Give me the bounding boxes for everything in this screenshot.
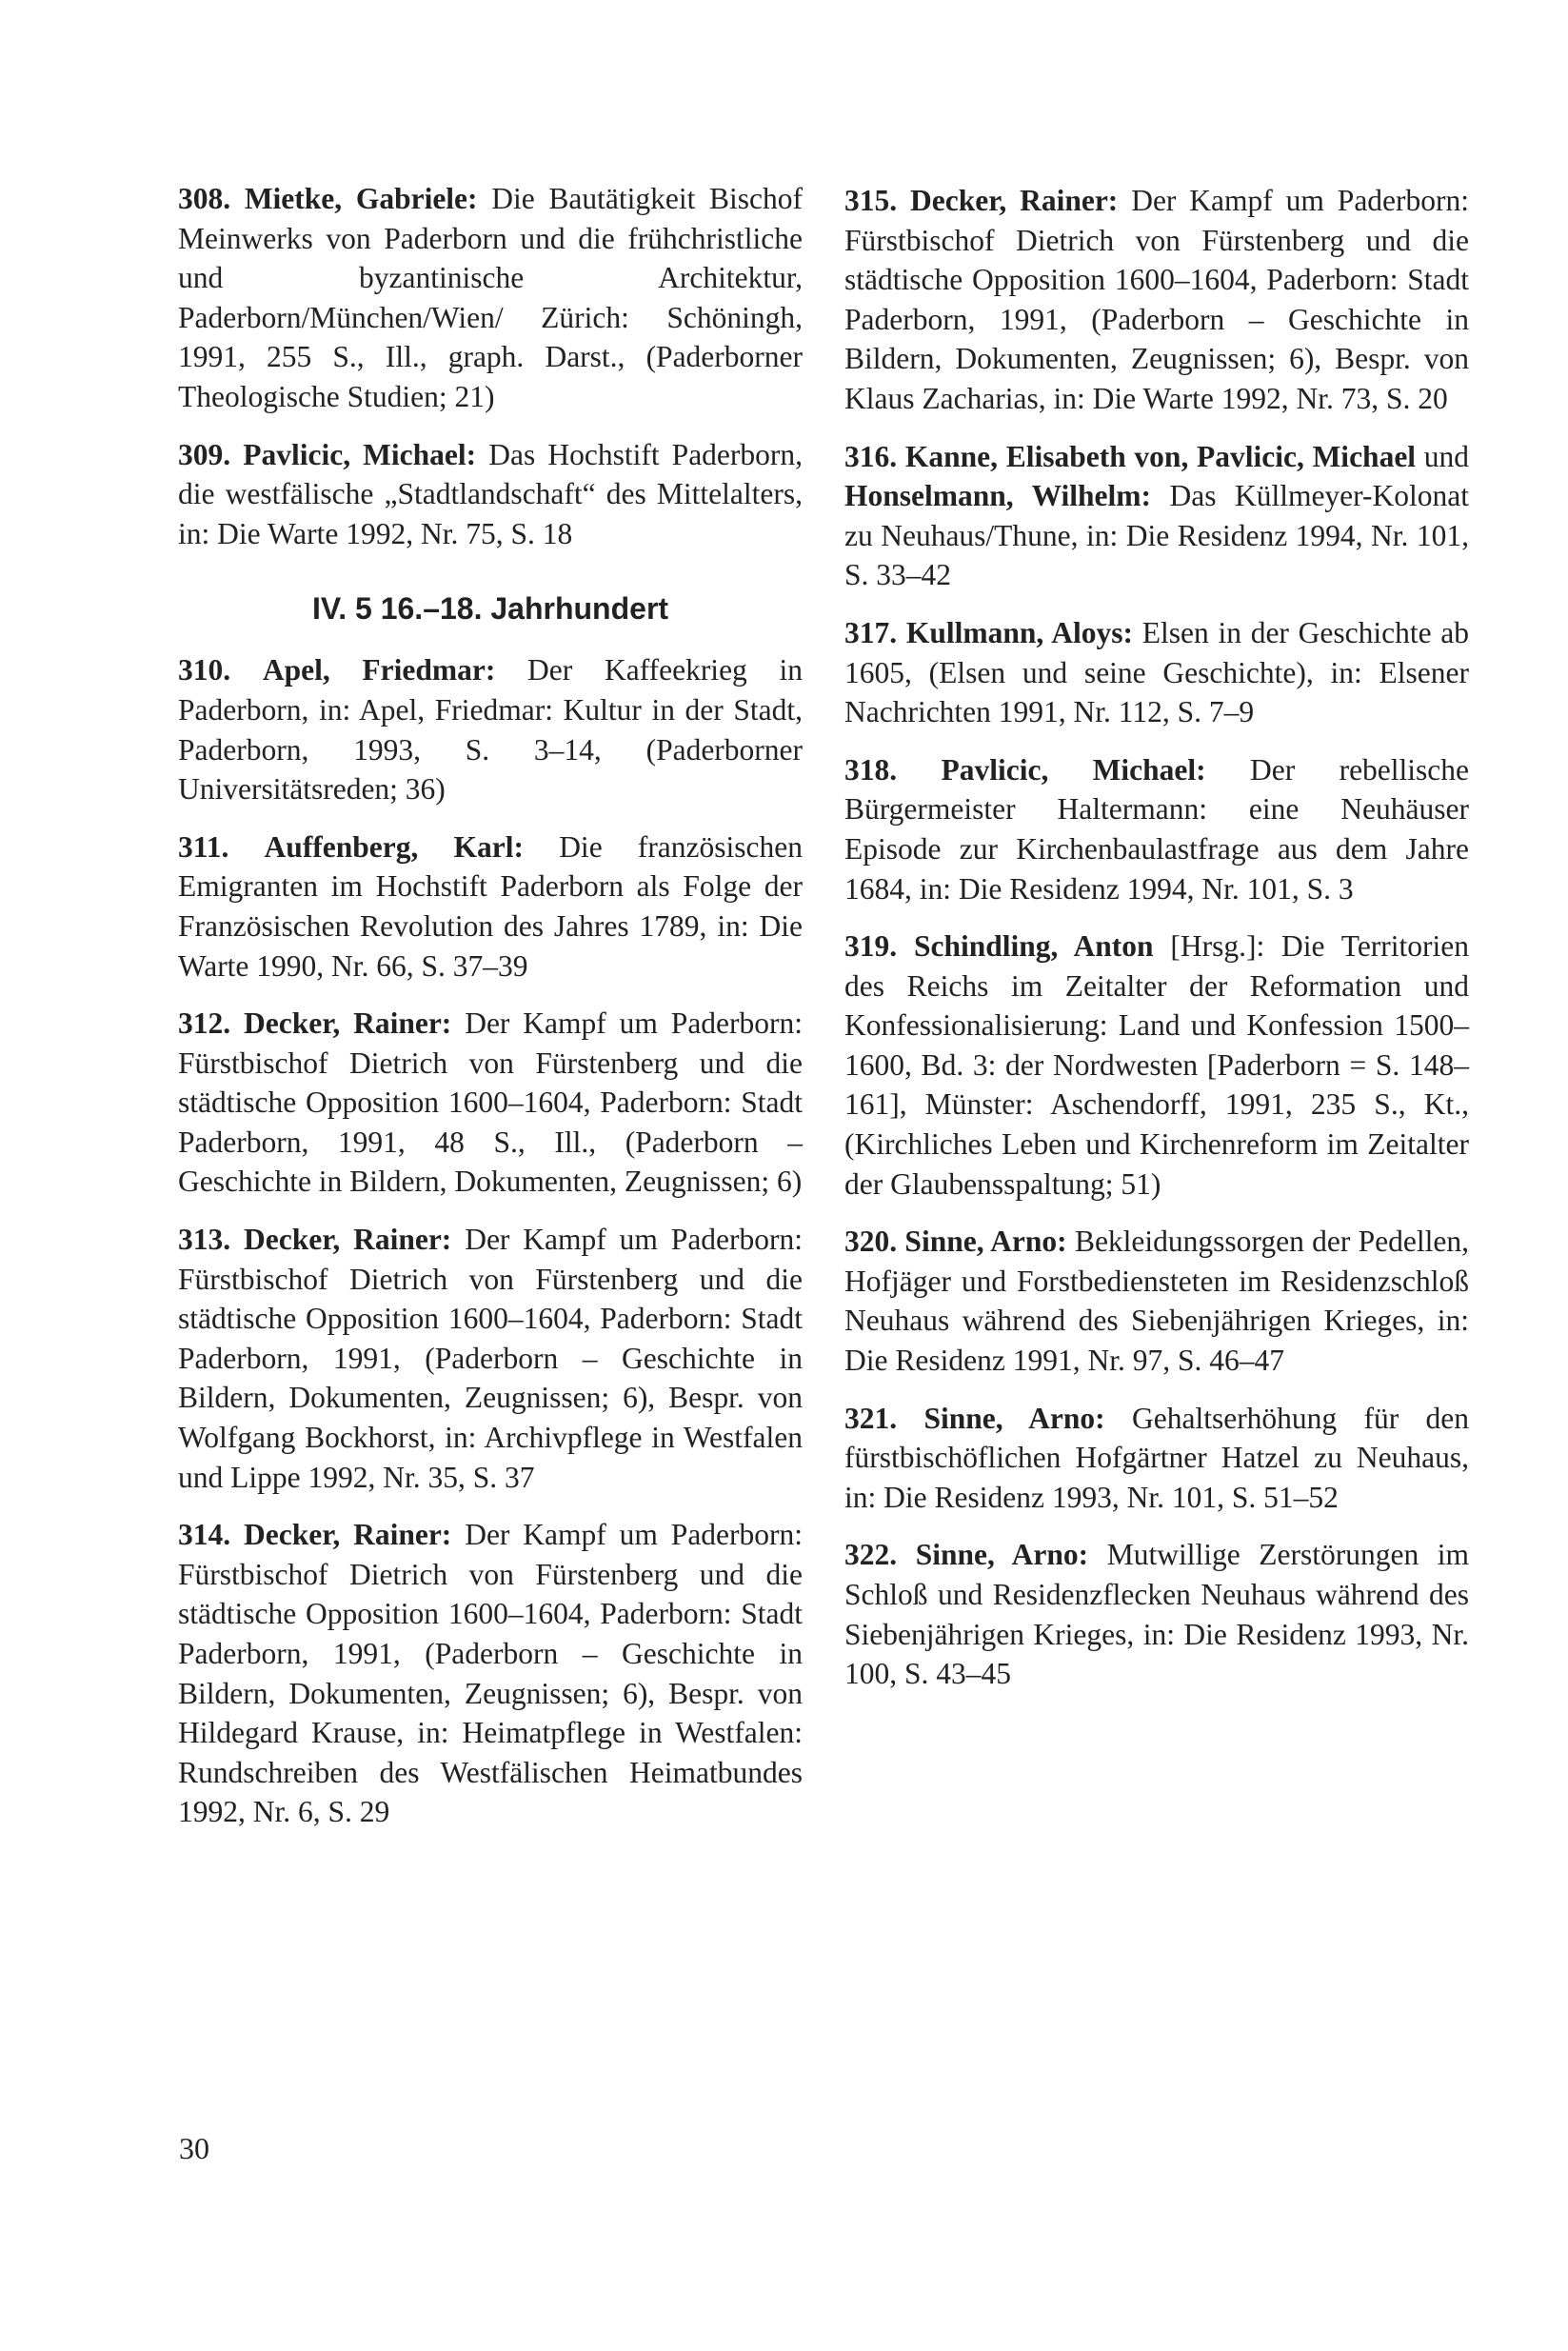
entry-author: Schindling, Anton — [913, 929, 1154, 964]
entry-309 — [178, 435, 803, 554]
entry-312 — [178, 1004, 803, 1202]
entry-322 — [844, 1535, 1469, 1693]
entry-text: Der Kampf um Paderborn: Fürstbischof Dietrich von Fürstenberg und die städtische Opposition 1600–1604, Paderborn: Stadt Paderborn, 1991, (Paderborn – Geschichte in Bildern, Dokumenten, Zeugnissen; 6), Bespr. von Wolfgang Bockhorst, in: Archivpflege in Westfalen und Lippe 1992, Nr. 35, S. 37 — [178, 1223, 804, 1494]
entry-number: 308. — [178, 182, 231, 215]
entry-number: 316. — [844, 439, 898, 473]
entry-text: Der Kampf um Paderborn: Fürstbischof Dietrich von Fürstenberg und die städtische Opposition 1600–1604, Paderborn: Stadt Paderborn, 1991, 48 S., Ill., (Paderborn – Geschichte in Bildern, Dokumenten, Zeugnissen; 6) — [178, 1006, 804, 1199]
entry-author: Kanne, Elisabeth von, Pavlicic, Michael — [904, 439, 1417, 473]
entry-number: 309. — [178, 437, 231, 471]
entry-text: [Hrsg.]: Die Territorien des Reichs im Zeitalter der Reformation und Konfessionalisierung: Land und Konfession 1500–1600, Bd. 3: der Nordwesten [Paderborn = S. 148–161], Münster: Aschendorff, 1991, 235 S., Kt., (Kirchliches Leben und Kirchenreform im Zeitalter der Glaubensspaltung; 51) — [844, 929, 1470, 1201]
entry-320 — [844, 1222, 1469, 1380]
entry-313 — [178, 1220, 803, 1497]
entry-number: 322. — [844, 1538, 898, 1572]
entry-314 — [178, 1515, 803, 1832]
entry-308 — [178, 179, 803, 417]
entry-311 — [178, 827, 803, 986]
entry-number: 320. — [844, 1225, 898, 1259]
entry-author-2: Honselmann, Wilhelm: — [844, 479, 1151, 513]
entry-text: Das Hochstift Paderborn, die westfälische „Stadtlandschaft“ des Mittelalters, in: Die Warte 1992, Nr. 75, S. 18 — [178, 437, 804, 550]
entry-text: Der Kaffeekrieg in Paderborn, in: Apel, Friedmar: Kultur in der Stadt, Paderborn, 1993, S. 3–14, (Paderborner Universitätsreden; 36) — [178, 653, 803, 807]
entry-number: 321. — [844, 1401, 898, 1435]
entry-number: 311. — [178, 829, 229, 864]
entry-author: Mietke, Gabriele: — [244, 182, 478, 215]
entry-text: Elsen in der Geschichte ab 1605, (Elsen und seine Geschichte), in: Elsener Nachrichten 1991, Nr. 112, S. 7–9 — [844, 615, 1470, 729]
entry-text: Der Kampf um Paderborn: Fürstbischof Dietrich von Fürstenberg und die städtische Opposition 1600–1604, Paderborn: Stadt Paderborn, 1991, (Paderborn – Geschichte in Bildern, Dokumenten, Zeugnissen; 6), Bespr. von Klaus Zacharias, in: Die Warte 1992, Nr. 73, S. 20 — [844, 184, 1470, 415]
entry-connector: und — [1423, 439, 1470, 473]
entry-author: Decker, Rainer: — [244, 1518, 452, 1552]
entry-author: Pavlicic, Michael: — [941, 752, 1206, 787]
entry-author: Sinne, Arno: — [915, 1538, 1089, 1572]
page-number: 30 — [179, 2131, 209, 2165]
right-column — [844, 181, 1469, 1712]
entry-text: Die französischen Emigranten im Hochstift Paderborn als Folge der Französischen Revolution des Jahres 1789, in: Die Warte 1990, Nr. 66, S. 37–39 — [178, 829, 803, 983]
entry-317 — [844, 613, 1469, 732]
entry-text: Der rebellische Bürgermeister Haltermann: eine Neuhäuser Episode zur Kirchenbaulastfrage aus dem Jahre 1684, in: Die Residenz 1994, Nr. 101, S. 3 — [844, 752, 1470, 906]
entry-318 — [844, 750, 1469, 908]
entry-number: 317. — [844, 615, 898, 649]
entry-text: Gehaltserhöhung für den fürstbischöflichen Hofgärtner Hatzel zu Neuhaus, in: Die Residenz 1993, Nr. 101, S. 51–52 — [844, 1401, 1470, 1514]
section-heading: IV. 5 16.–18. Jahrhundert — [311, 591, 669, 627]
entry-text: Das Küllmeyer-Kolonat zu Neuhaus/Thune, in: Die Residenz 1994, Nr. 101, S. 33–42 — [844, 479, 1469, 592]
entry-author: Decker, Rainer: — [244, 1223, 452, 1257]
entry-315 — [844, 181, 1469, 419]
entry-text: Bekleidungssorgen der Pedellen, Hofjäger und Forstbediensteten im Residenzschloß Neuhaus während des Siebenjährigen Krieges, in: Die Residenz 1991, Nr. 97, S. 46–47 — [844, 1225, 1469, 1378]
entry-319 — [844, 926, 1469, 1204]
entry-author: Pavlicic, Michael: — [243, 437, 477, 471]
entry-text: Der Kampf um Paderborn: Fürstbischof Dietrich von Fürstenberg und die städtische Opposition 1600–1604, Paderborn: Stadt Paderborn, 1991, (Paderborn – Geschichte in Bildern, Dokumenten, Zeugnissen; 6), Bespr. von Hildegard Krause, in: Heimatpflege in Westfalen: Rundschreiben des Westfälischen Heimatbundes 1992, Nr. 6, S. 29 — [178, 1518, 804, 1829]
entry-number: 313. — [178, 1223, 231, 1257]
entry-number: 314. — [178, 1518, 231, 1552]
left-column — [178, 179, 803, 1850]
entry-author: Auffenberg, Karl: — [264, 829, 525, 864]
entry-author: Sinne, Arno: — [904, 1225, 1067, 1259]
entry-310 — [178, 650, 803, 808]
entry-321 — [844, 1399, 1469, 1518]
entry-author: Kullmann, Aloys: — [905, 615, 1134, 649]
entry-author: Sinne, Arno: — [923, 1401, 1105, 1435]
entry-316 — [844, 437, 1469, 595]
entry-number: 315. — [844, 184, 898, 217]
entry-number: 312. — [178, 1006, 231, 1041]
entry-author: Decker, Rainer: — [244, 1006, 452, 1041]
entry-text: Mutwillige Zerstörungen im Schloß und Residenzflecken Neuhaus während des Siebenjährigen Krieges, in: Die Residenz 1993, Nr. 100, S. 43–45 — [844, 1538, 1470, 1691]
entry-author: Decker, Rainer: — [910, 184, 1119, 217]
entry-author: Apel, Friedmar: — [262, 653, 496, 687]
entry-number: 318. — [844, 752, 898, 787]
entry-number: 319. — [844, 929, 898, 964]
entry-number: 310. — [178, 653, 231, 687]
entry-text: Die Bautätigkeit Bischof Meinwerks von Paderborn und die frühchristliche und byzantinische Architektur, Paderborn/München/Wien/ Zürich: Schöningh, 1991, 255 S., Ill., graph. Darst., (Paderborner Theologische Studien; 21) — [178, 182, 804, 413]
